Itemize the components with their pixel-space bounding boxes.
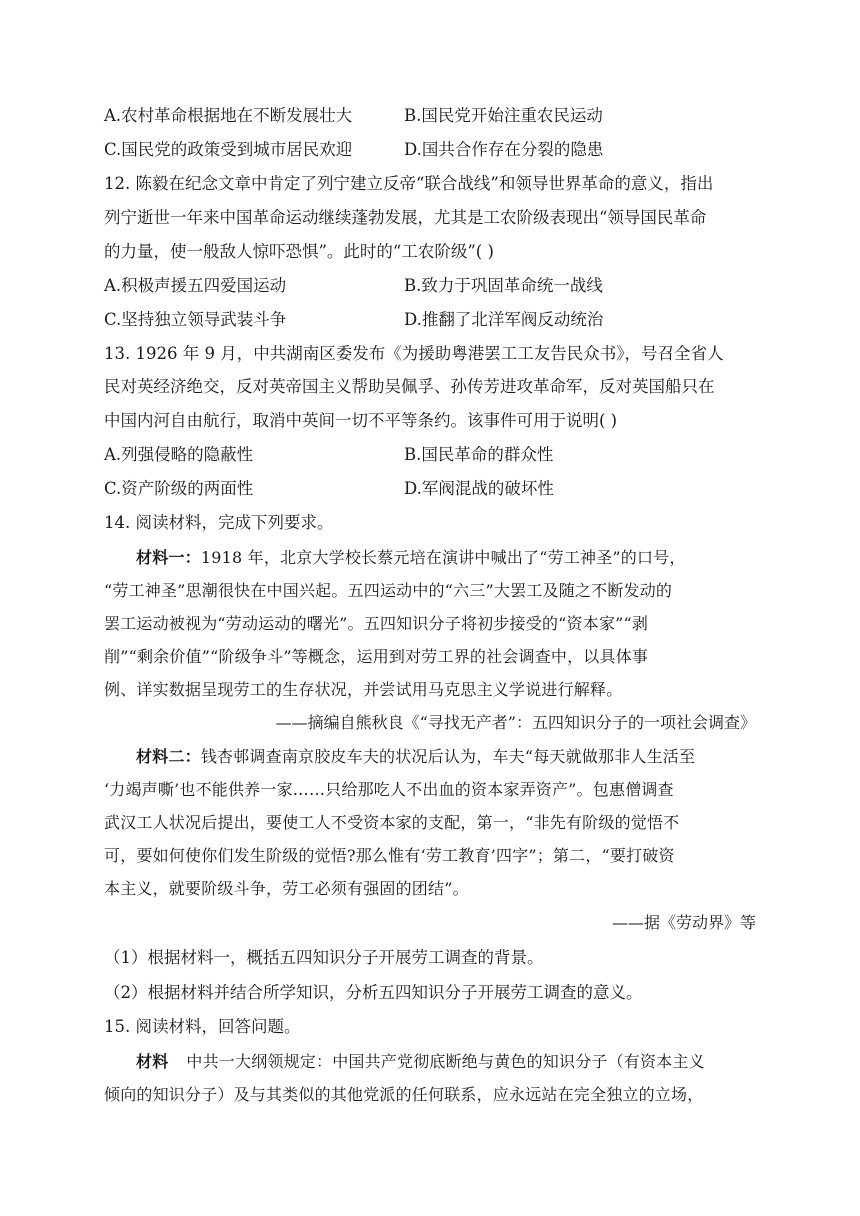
q12-stem-line: 12. 陈毅在纪念文章中肯定了列宁建立反帝“联合战线”和领导世界革命的意义，指出 bbox=[104, 174, 714, 193]
q13-stem-line: 中国内河自由航行，取消中英间一切不平等条约。该事件可用于说明( ) bbox=[104, 411, 618, 430]
q15-material-label: 材料 bbox=[136, 1052, 169, 1071]
q14-material-1-first-line bbox=[136, 547, 686, 569]
q14-material-1-line: 削”“剩余价值”“阶级争斗”等概念，运用到对劳工界的社会调查中，以具体事 bbox=[104, 647, 649, 666]
q14-title: 14. 阅读材料，完成下列要求。 bbox=[104, 513, 334, 532]
q14-material-2-line: 可，要如何使你们发生阶级的觉悟?那么惟有‘劳工教育’四字”；第二，“要打破资 bbox=[104, 846, 675, 865]
q14-material-1-label: 材料一： bbox=[136, 548, 201, 567]
q12-option-d: D.推翻了北洋军阀反动统治 bbox=[404, 310, 604, 329]
q14-material-1-line: 罢工运动被视为“劳动运动的曙光”。五四知识分子将初步接受的“资本家”“剥 bbox=[104, 614, 649, 633]
q14-material-1-text: 1918 年，北京大学校长蔡元培在演讲中喊出了“劳工神圣”的口号， bbox=[200, 548, 686, 567]
q14-material-2-line: 武汉工人状况后提出，要使工人不受资本家的支配，第一，“非先有阶级的觉悟不 bbox=[104, 813, 680, 832]
q13-stem-line: 13. 1926 年 9 月，中共湖南区委发布《为援助粤港罢工工友告民众书》，号召全省人 bbox=[104, 344, 724, 363]
q15-material-text: 中共一大纲领规定：中国共产党彻底断绝与黄色的知识分子（有资本主义 bbox=[186, 1052, 705, 1071]
q14-material-1-line: 例、详实数据呈现劳工的生存状况，并尝试用马克思主义学说进行解释。 bbox=[104, 680, 623, 699]
q11-option-c: C.国民党的政策受到城市居民欢迎 bbox=[104, 140, 353, 159]
q14-material-2-source: ——据《劳动界》等 bbox=[611, 913, 756, 932]
q11-option-b: B.国民党开始注重农民运动 bbox=[404, 106, 603, 125]
q14-material-1-line: “劳工神圣”思潮很快在中国兴起。五四运动中的“六三”大罢工及随之不断发动的 bbox=[104, 581, 673, 600]
q14-material-2-text: 钱杏邨调查南京胶皮车夫的状况后认为，车夫“每天就做那非人生活至 bbox=[200, 747, 696, 766]
q14-material-2-line: 本主义，就要阶级斗争，劳工必须有强固的团结”。 bbox=[104, 879, 469, 898]
q14-material-2-label: 材料二： bbox=[136, 747, 201, 766]
q14-material-1-source: ——摘编自熊秋良《“寻找无产者”：五四知识分子的一项社会调查》 bbox=[275, 713, 756, 732]
q13-option-a: A.列强侵略的隐蔽性 bbox=[104, 445, 254, 464]
q13-option-b: B.国民革命的群众性 bbox=[404, 445, 554, 464]
q13-stem-line: 民对英经济绝交，反对英帝国主义帮助吴佩孚、孙传芳进攻革命军，反对英国船只在 bbox=[104, 377, 715, 396]
q11-option-a: A.农村革命根据地在不断发展壮大 bbox=[104, 106, 353, 125]
q13-option-c: C.资产阶级的两面性 bbox=[104, 479, 254, 498]
q14-requirement-1: （1）根据材料一，概括五四知识分子开展劳工调查的背景。 bbox=[104, 948, 544, 967]
q12-option-c: C.坚持独立领导武装斗争 bbox=[104, 310, 287, 329]
q15-title: 15. 阅读材料，回答问题。 bbox=[104, 1017, 301, 1036]
q14-material-2-line: ‘力竭声嘶’也不能供养一家……只给那吃人不出血的资本家弄资产”。包惠僧调查 bbox=[104, 780, 674, 799]
q12-stem-line: 列宁逝世一年来中国革命运动继续蓬勃发展，尤其是工农阶级表现出“领导国民革命 bbox=[104, 208, 707, 227]
q12-stem-line: 的力量，使一般敌人惊吓恐惧”。此时的“工农阶级”( ) bbox=[104, 242, 494, 261]
q12-option-a: A.积极声援五四爱国运动 bbox=[104, 276, 287, 295]
q15-material-first-line bbox=[136, 1051, 705, 1073]
q11-option-d: D.国共合作存在分裂的隐患 bbox=[404, 140, 604, 159]
q14-requirement-2: （2）根据材料并结合所学知识，分析五四知识分子开展劳工调查的意义。 bbox=[104, 983, 643, 1002]
q12-option-b: B.致力于巩固革命统一战线 bbox=[404, 276, 603, 295]
q14-material-2-first-line bbox=[136, 746, 695, 768]
q15-material-line: 倾向的知识分子）及与其类似的其他党派的任何联系，应永远站在完全独立的立场， bbox=[104, 1085, 704, 1104]
q13-option-d: D.军阀混战的破坏性 bbox=[404, 479, 554, 498]
